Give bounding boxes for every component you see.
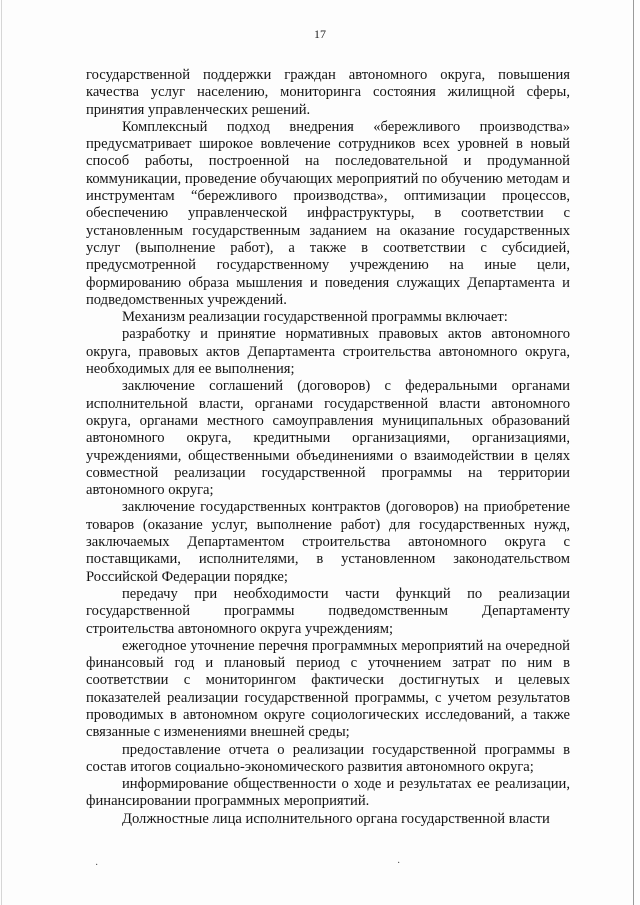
list-item-agreements: заключение соглашений (договоров) с федеральными органами исполнительной власти, органами государственной власти автономного округа, органами местного самоуправления муниципальных образований автономного округа, кредитными организациями, организациями, учреждениями, общественными объединениями о взаимодействии в целях совместной реализации государственной программы на территории автономного округа; xyxy=(86,378,570,499)
list-item-annual-update: ежегодное уточнение перечня программных мероприятий на очередной финансовый год и плановый период с уточнением затрат по ним в соответствии с мониторингом фактически достигнутых и целевых показателей реализации государственной программы, с учетом результатов проводимых в автономном округе социологических исследований, а также связанные с изменениями внешней среды; xyxy=(86,637,570,741)
page-number: 17 xyxy=(314,27,326,41)
list-item-informing-public: информирование общественности о ходе и результатах ее реализации, финансировании программных мероприятий. xyxy=(86,776,570,810)
list-item-report: предоставление отчета о реализации государственной программы в состав итогов социально-экономического развития автономного округа; xyxy=(86,741,570,775)
paragraph-continuation: государственной поддержки граждан автономного округа, повышения качества услуг населению, мониторинга состояния жилищной сферы, принятия управленческих решений. xyxy=(86,67,570,118)
list-item-transfer-functions: передачу при необходимости части функций по реализации государственной программы подведомственным Департаменту строительства автономного округа учреждениям; xyxy=(86,585,570,637)
scan-dot-right: · xyxy=(397,858,401,869)
list-item-state-contracts: заключение государственных контрактов (договоров) на приобретение товаров (оказание услуг, выполнение работ) для государственных нужд, заключаемых Департаментом строительства автономного округа с поставщиками, исполнителями, в установленном законодательством Российской Федерации порядке; xyxy=(86,499,570,585)
paragraph-lean-production: Комплексный подход внедрения «бережливого производства» предусматривает широкое вовлечение сотрудников всех уровней в новый способ работы, построенной на последовательной и продуманной коммуникации, проведение обучающих мероприятий по обучению методам и инструментам “бережливого производства», оптимизации процессов, обеспечению управленческой инфраструктуры, в соответствии с установленным государственным заданием на оказание государственных услуг (выполнение работ), а также в соответствии с субсидией, предусмотренной государственному учреждению на иные цели, формированию образа мышления и поведения служащих Департамента и подведомственных учреждений. xyxy=(86,118,570,308)
scan-edge-left xyxy=(1,0,2,905)
paragraph-officials: Должностные лица исполнительного органа государственной власти xyxy=(122,810,550,827)
scan-edge-right xyxy=(633,0,634,905)
document-body xyxy=(86,67,570,828)
list-item-normative-acts: разработку и принятие нормативных правовых актов автономного округа, правовых актов Департамента строительства автономного округа, необходимых для ее выполнения; xyxy=(86,326,570,378)
paragraph-mechanism-intro: Механизм реализации государственной программы включает: xyxy=(122,309,508,326)
scan-dot-left: · xyxy=(95,860,99,871)
